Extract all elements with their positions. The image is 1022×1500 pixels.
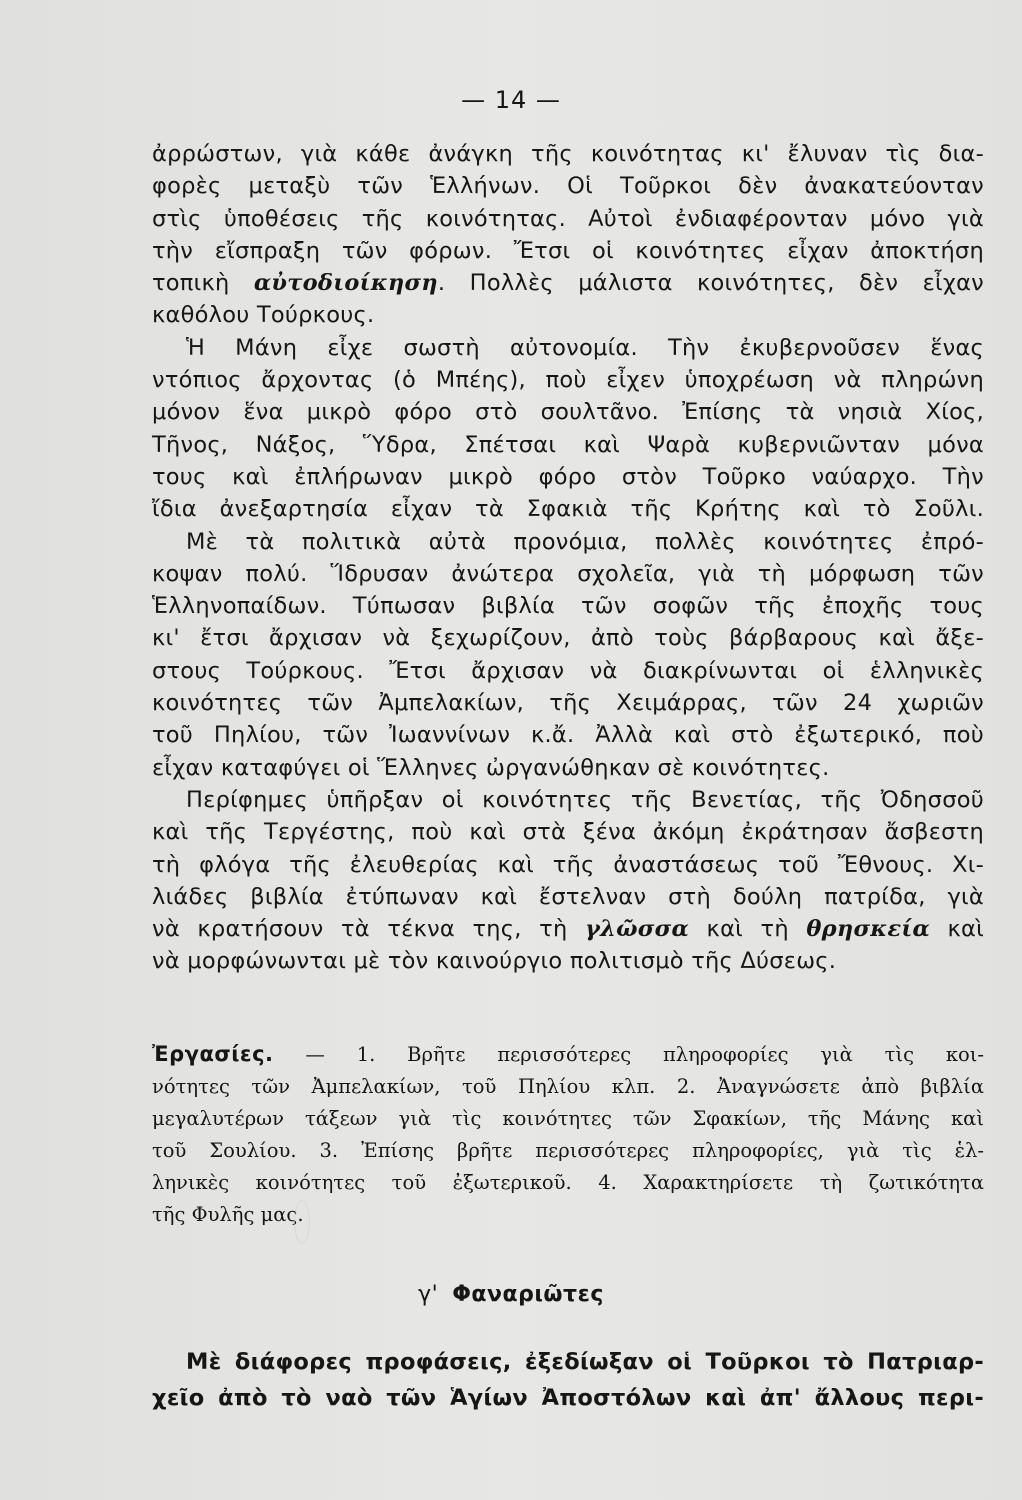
- body-text: [152, 138, 984, 978]
- text-line: λιάδες βιβλία ἐτύπωναν καὶ ἔστελναν στὴ δούλη πατρίδα, γιὰ: [152, 883, 984, 910]
- exercise-line: νότητες τῶν Ἀμπελακίων, τοῦ Πηλίου κλπ. 2. Ἀναγνώσετε ἀπὸ βιβλία: [152, 1075, 984, 1098]
- exercise-line: τοῦ Σουλίου. 3. Ἐπίσης βρῆτε περισσότερες πληροφορίες, γιὰ τὶς ἑλ-: [152, 1139, 984, 1162]
- exercise-line: τῆς Φυλῆς μας.: [152, 1203, 304, 1226]
- text-line: μόνον ἕνα μικρὸ φόρο στὸ σουλτᾶνο. Ἐπίσης τὰ νησιὰ Χίος,: [152, 399, 984, 426]
- text-line: χεῖο ἀπὸ τὸ ναὸ τῶν Ἁγίων Ἀποστόλων καὶ ἀπ' ἄλλους περι-: [152, 1385, 984, 1411]
- text-line: καθόλου Τούρκους.: [152, 302, 375, 329]
- text-line: φορὲς μεταξὺ τῶν Ἑλλήνων. Οἱ Τοῦρκοι δὲν ἀνακατεύονταν: [152, 173, 984, 200]
- exercises-block: [152, 1038, 984, 1231]
- exercise-line: ληνικὲς κοινότητες τοῦ ἐξωτερικοῦ. 4. Χαρακτηρίσετε τὴ ζωτικότητα: [152, 1171, 984, 1194]
- text-line: ἀρρώστων, γιὰ κάθε ἀνάγκη τῆς κοινότητας κι' ἔλυναν τὶς δια-: [152, 141, 984, 167]
- text-line: νὰ μορφώνωνται μὲ τὸν καινούργιο πολιτισμὸ τῆς Δύσεως.: [152, 948, 837, 975]
- text-line: ἴδια ἀνεξαρτησία εἶχαν τὰ Σφακιὰ τῆς Κρήτης καὶ τὸ Σοῦλι.: [152, 496, 984, 523]
- section-body: [152, 1344, 984, 1416]
- text-line: ντόπιος ἄρχοντας (ὁ Μπέης), ποὺ εἶχεν ὑποχρέωση νὰ πληρώνη: [152, 367, 984, 394]
- emphasis-glossa: γλῶσσα: [585, 916, 690, 943]
- text-line: κοινότητες τῶν Ἀμπελακίων, τῆς Χειμάρρας, τῶν 24 χωριῶν: [152, 690, 984, 717]
- section-heading: [0, 1282, 1022, 1307]
- page-number: — 14 —: [461, 86, 561, 114]
- text-line: Τῆνος, Νάξος, Ὕδρα, Σπέτσαι καὶ Ψαρὰ κυβερνιῶνταν μόνα: [152, 431, 984, 458]
- text-line: τοῦ Πηλίου, τῶν Ἰωαννίνων κ.ἄ. Ἀλλὰ καὶ στὸ ἐξωτερικό, ποὺ: [152, 722, 984, 749]
- exercise-line: μεγαλυτέρων τάξεων γιὰ τὶς κοινότητες τῶν Σφακίων, τῆς Μάνης καὶ: [152, 1107, 984, 1130]
- text-line: τὴ φλόγα τῆς ἐλευθερίας καὶ τῆς ἀναστάσεως τοῦ Ἔθνους. Χι-: [152, 851, 984, 878]
- exercise-text: — 1. Βρῆτε περισσότερες πληροφορίες γιὰ τὶς κοι-: [305, 1043, 985, 1066]
- emphasis-thriskeia: θρησκεία: [806, 916, 931, 943]
- text-line: καὶ τῆς Τεργέστης, ποὺ καὶ στὰ ξένα ἀκόμη ἐκράτησαν ἄσβεστη: [152, 819, 984, 846]
- text-line-with-emphasis: τοπικὴ αὐτοδιοίκηση. Πολλὲς μάλιστα κοινότητες, δὲν εἶχαν: [152, 270, 984, 297]
- exercises-label: Ἐργασίες.: [152, 1042, 274, 1066]
- emphasis-autodioikisi: αὐτοδιοίκηση: [253, 270, 438, 297]
- section-title: Φαναριῶτες: [452, 1282, 604, 1307]
- text-line: στὶς ὑποθέσεις τῆς κοινότητας. Αὐτοὶ ἐνδιαφέρονταν μόνο γιὰ: [152, 205, 984, 232]
- text-line: τους καὶ ἐπλήρωναν μικρὸ φόρο στὸν Τοῦρκο ναύαρχο. Τὴν: [152, 463, 984, 490]
- paragraph-start-line: Περίφημες ὑπῆρξαν οἱ κοινότητες τῆς Βενετίας, τῆς Ὀδησσοῦ: [186, 786, 984, 813]
- paper-mark: [294, 1200, 310, 1244]
- text-line: κι' ἔτσι ἄρχισαν νὰ ξεχωρίζουν, ἀπὸ τοὺς βάρβαρους καὶ ἄξε-: [152, 625, 984, 652]
- text-line: εἶχαν καταφύγει οἱ Ἕλληνες ὠργανώθηκαν σὲ κοινότητες.: [152, 754, 830, 781]
- section-ordinal: γ': [418, 1282, 439, 1307]
- text-line-with-emphasis: νὰ κρατήσουν τὰ τέκνα της, τὴ γλῶσσα καὶ τὴ θρησκεία καὶ: [152, 916, 985, 943]
- text-line: στους Τούρκους. Ἔτσι ἄρχισαν νὰ διακρίνωνται οἱ ἑλληνικὲς: [152, 657, 984, 684]
- text-line: Ἑλληνοπαίδων. Τύπωσαν βιβλία τῶν σοφῶν τῆς ἐποχῆς τους: [152, 593, 984, 620]
- exercises-first-line: [152, 1038, 984, 1071]
- paragraph-start-line: Μὲ τὰ πολιτικὰ αὐτὰ προνόμια, πολλὲς κοινότητες ἐπρό-: [186, 528, 984, 555]
- paragraph-start-line: Μὲ διάφορες προφάσεις, ἐξεδίωξαν οἱ Τοῦρκοι τὸ Πατριαρ-: [186, 1349, 984, 1375]
- text-line: κοψαν πολύ. Ἵδρυσαν ἀνώτερα σχολεῖα, γιὰ τὴ μόρφωση τῶν: [152, 560, 984, 587]
- paragraph-start-line: Ἡ Μάνη εἶχε σωστὴ αὐτονομία. Τὴν ἐκυβερνοῦσεν ἕνας: [186, 334, 984, 361]
- text-line: τὴν εἴσπραξη τῶν φόρων. Ἔτσι οἱ κοινότητες εἶχαν ἀποκτήση: [152, 237, 984, 264]
